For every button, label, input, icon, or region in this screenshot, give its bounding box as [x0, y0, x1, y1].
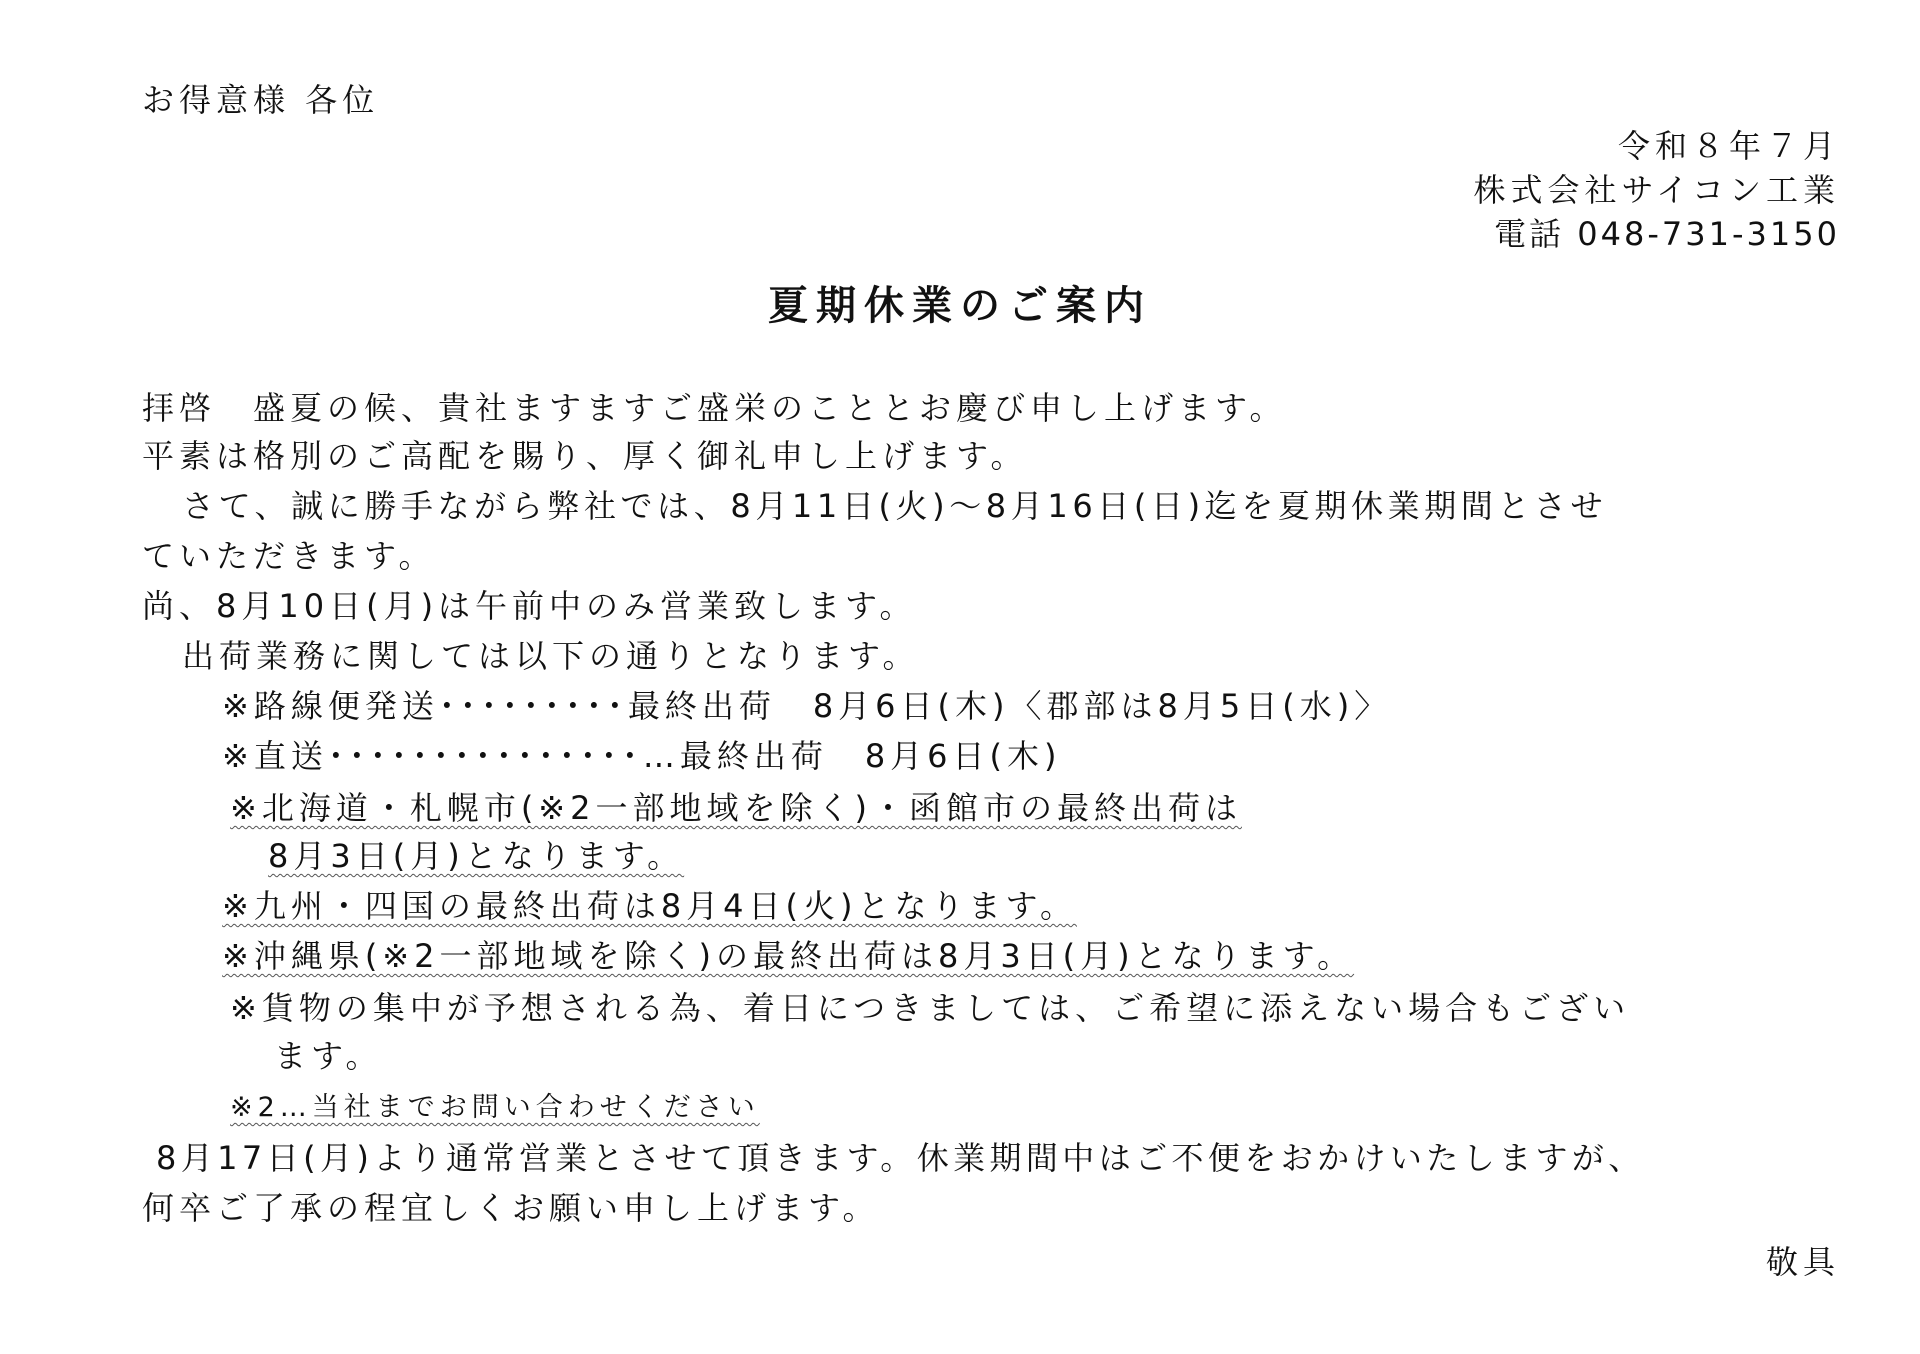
phone-number: 電話 048-731-3150 — [1494, 215, 1840, 253]
shipping-intro: 出荷業務に関しては以下の通りとなります。 — [182, 637, 920, 675]
closure-notice-line-1: さて、誠に勝手ながら弊社では、8月11日(火)～8月16日(日)迄を夏期休業期間とさせ — [182, 487, 1608, 525]
hokkaido-note-text-1: ※北海道・札幌市(※2一部地域を除く)・函館市の最終出荷は — [230, 789, 1242, 827]
half-day-notice: 尚、8月10日(月)は午前中のみ営業致します。 — [142, 587, 917, 625]
kyushu-shikoku-note-text: ※九州・四国の最終出荷は8月4日(火)となります。 — [222, 887, 1077, 925]
document-title: 夏期休業のご案内 — [768, 283, 1152, 329]
footnote-line — [230, 1086, 760, 1130]
greeting-line: 拝啓 盛夏の候、貴社ますますご盛栄のこととお慶び申し上げます。 — [142, 389, 1287, 427]
cargo-note-line-2: ます。 — [274, 1037, 383, 1075]
cargo-note-line-1: ※貨物の集中が予想される為、着日につきましては、ご希望に添えない場合もござい — [230, 989, 1631, 1027]
resume-notice-line-1: 8月17日(月)より通常営業とさせて頂きます。休業期間中はご不便をおかけいたしますが、 — [156, 1139, 1645, 1177]
hokkaido-note-line-1 — [230, 786, 1242, 830]
addressee: お得意様 各位 — [142, 81, 380, 119]
direct-shipping-line: ※直送･･･････････････…最終出荷 8月6日(木) — [222, 737, 1062, 775]
hokkaido-note-text-2: 8月3日(月)となります。 — [268, 837, 685, 875]
okinawa-note — [222, 934, 1354, 978]
thanks-line: 平素は格別のご高配を賜り、厚く御礼申し上げます。 — [142, 437, 1028, 475]
okinawa-note-text: ※沖縄県(※2一部地域を除く)の最終出荷は8月3日(月)となります。 — [222, 937, 1355, 975]
hokkaido-note-line-2 — [268, 834, 684, 878]
closure-notice-line-2: ていただきます。 — [142, 537, 436, 575]
issue-date: 令和８年７月 — [1617, 127, 1840, 165]
kyushu-shikoku-note — [222, 884, 1077, 928]
footnote-text: ※2…当社までお問い合わせください — [230, 1092, 760, 1123]
resume-notice-line-2: 何卒ご了承の程宜しくお願い申し上げます。 — [142, 1189, 880, 1227]
route-shipping-line: ※路線便発送･････････最終出荷 8月6日(木)〈郡部は8月5日(水)〉 — [222, 687, 1392, 725]
company-name: 株式会社サイコン工業 — [1473, 171, 1840, 209]
closing-remark: 敬具 — [1765, 1243, 1840, 1281]
